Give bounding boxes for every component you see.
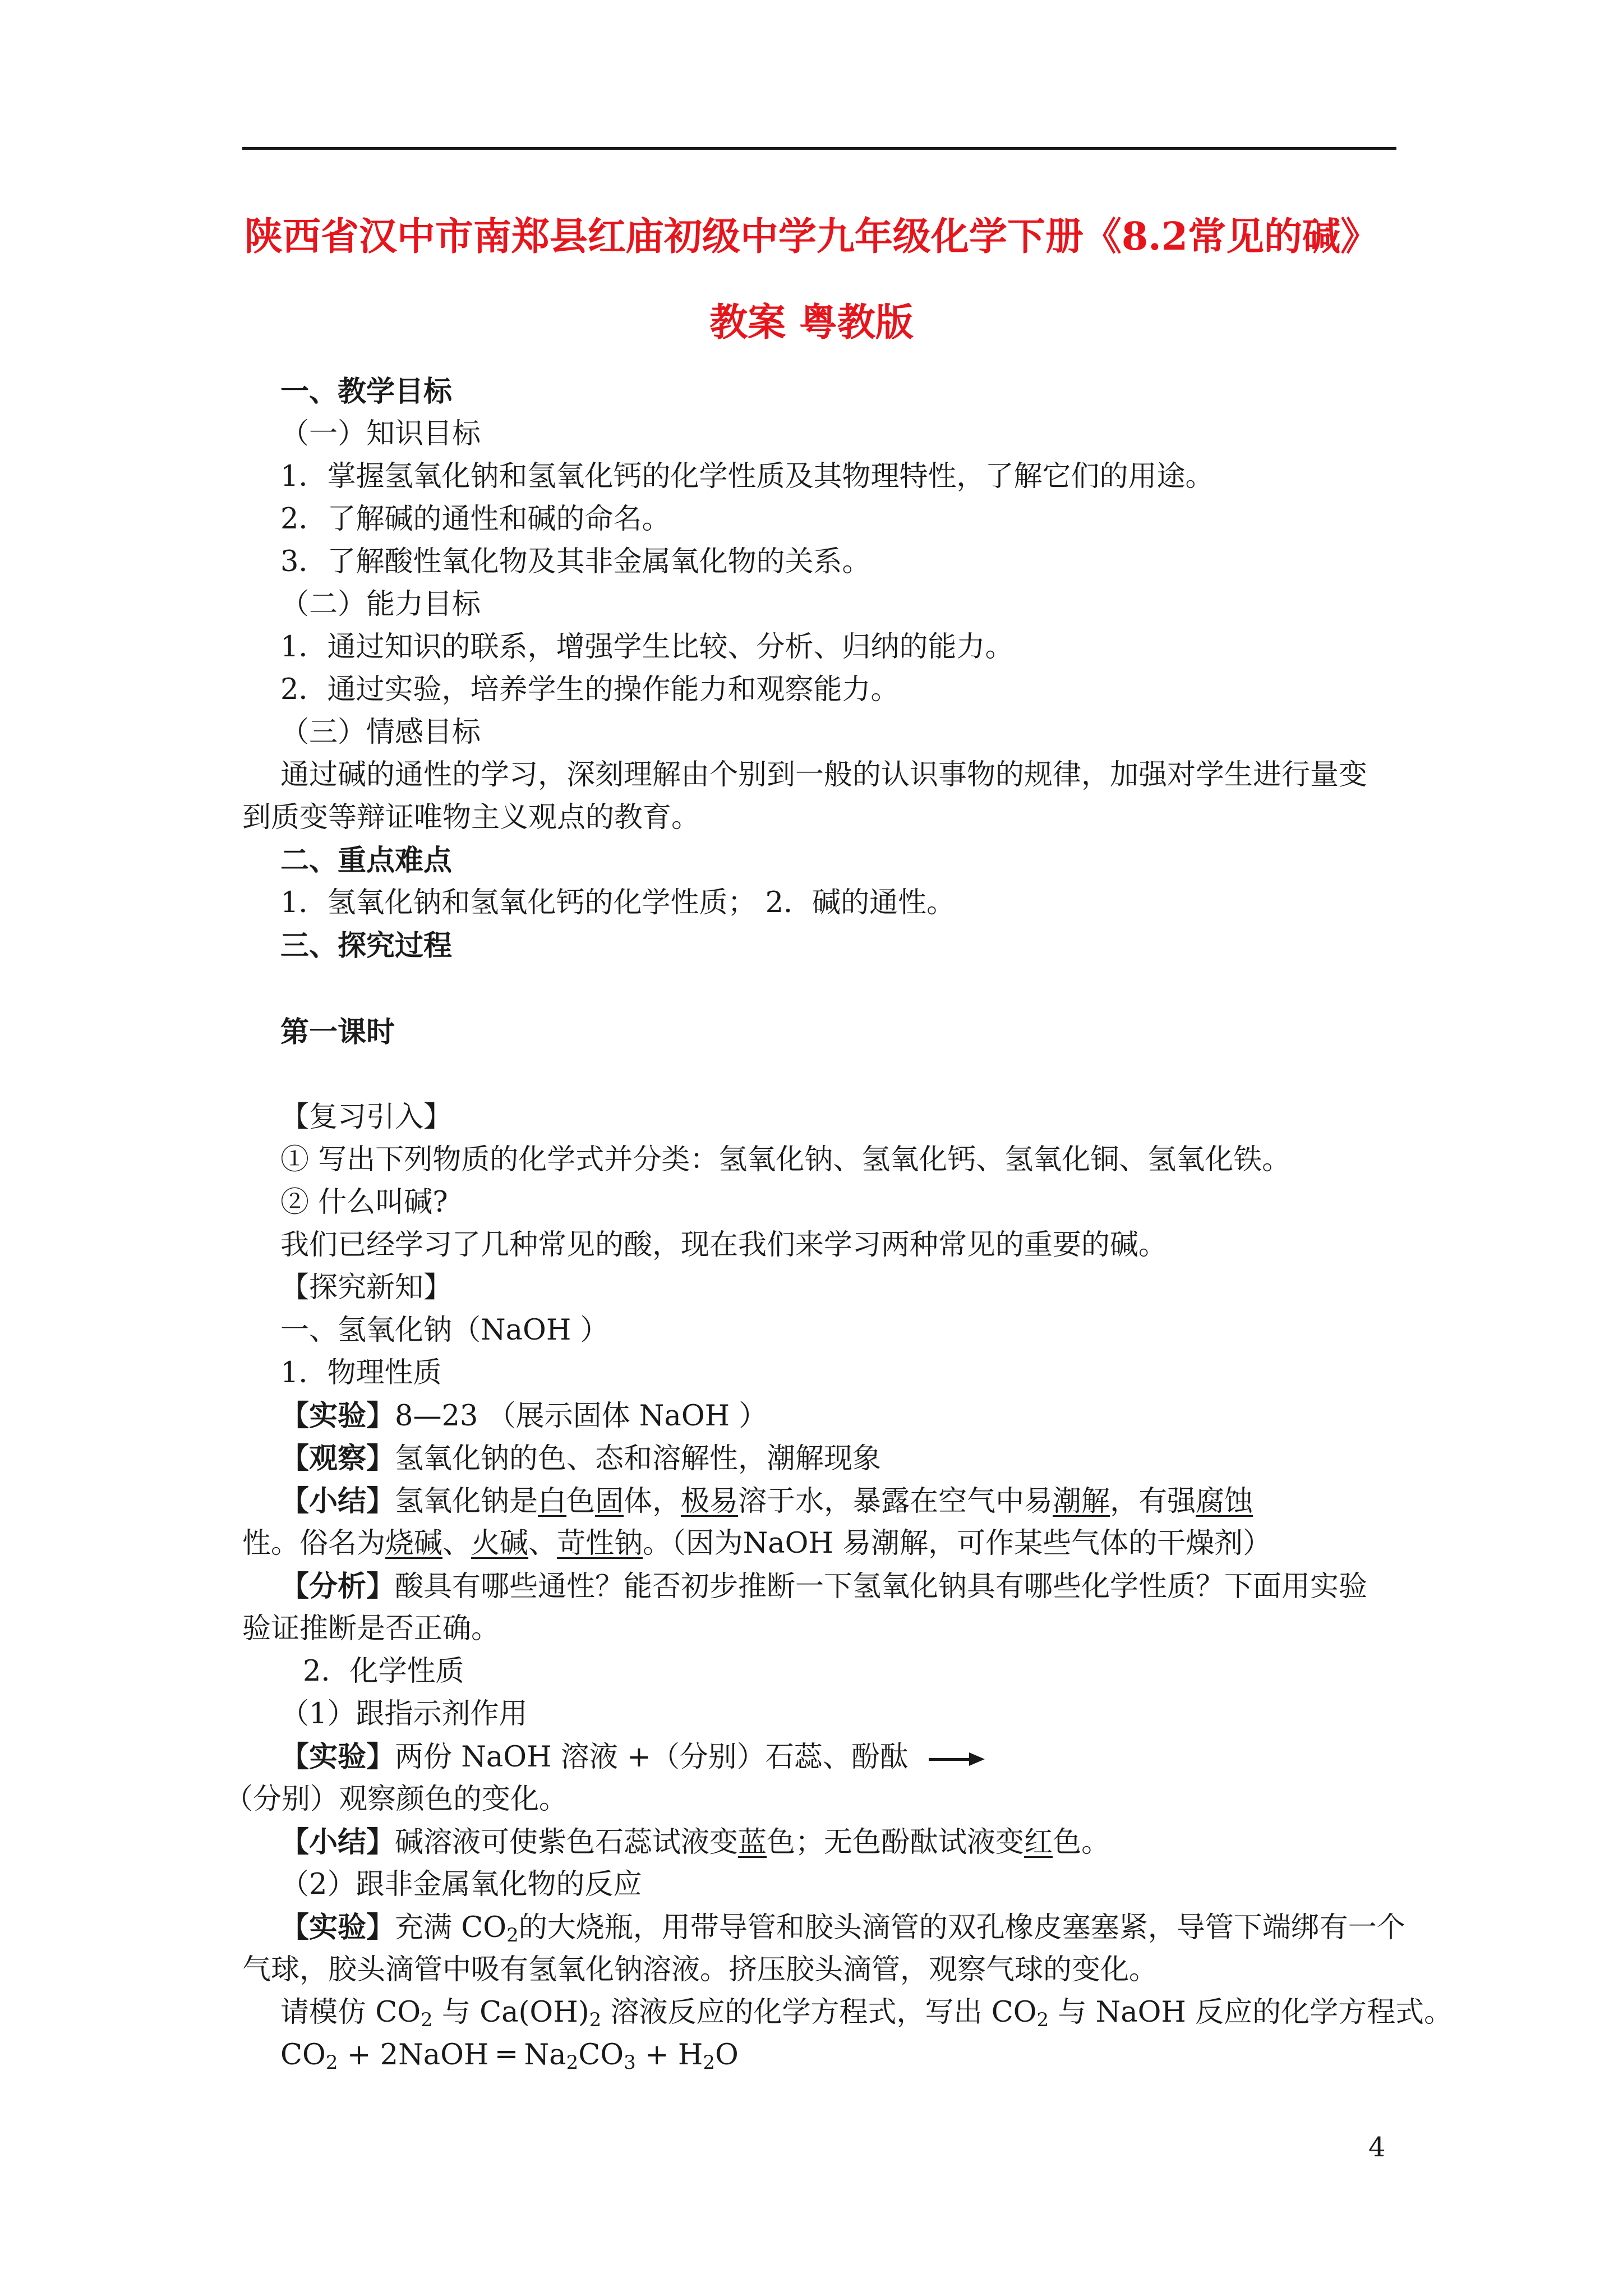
summary-1-line2: [242, 1526, 1271, 1562]
blank-answer: 潮解: [1053, 1485, 1110, 1518]
experiment-3-text: 的大烧瓶，用带导管和胶头滴管的双孔橡皮塞塞紧，导管下端绑有一个: [518, 1911, 1405, 1944]
summary-text: 体，: [624, 1485, 681, 1518]
prompt-text: 与 NaOH 反应的化学方程式。: [1049, 1996, 1453, 2029]
equation-text: CO: [578, 2039, 624, 2072]
equation-text: + H: [635, 2039, 703, 2072]
review-intro: 我们已经学习了几种常见的酸，现在我们来学习两种常见的重要的碱。: [280, 1228, 1168, 1262]
physical-properties-heading: 1．物理性质: [280, 1356, 442, 1389]
blank-answer: 蓝: [738, 1826, 767, 1859]
blank-answer: 白: [538, 1485, 567, 1518]
subscript: 2: [325, 2051, 338, 2074]
summary-text: 溶于水，暴露在空气中易: [738, 1485, 1053, 1518]
page-number: 4: [1368, 2132, 1386, 2163]
chemical-equation: [280, 2037, 739, 2081]
analysis-text: 酸具有哪些通性？能否初步推断一下氢氧化钠具有哪些化学性质？下面用实验: [395, 1570, 1368, 1603]
summary-tag: 【小结】: [280, 1825, 395, 1859]
knowledge-item-3: 3．了解酸性氧化物及其非金属氧化物的关系。: [280, 545, 871, 578]
prompt-text: 请模仿 CO: [280, 1996, 421, 2029]
indicator-heading: （1）跟指示剂作用: [280, 1697, 528, 1731]
summary-text: 性。俗名为: [242, 1527, 386, 1560]
experiment-3-text: 充满 CO: [395, 1911, 507, 1944]
subscript: 2: [703, 2051, 715, 2074]
subheading-ability: （二）能力目标: [280, 588, 481, 621]
subscript: 3: [624, 2051, 636, 2074]
analysis-line1: [280, 1568, 1367, 1605]
experiment-tag: 【实验】: [280, 1911, 395, 1944]
summary-text: 。（因为NaOH 易潮解，可作某些气体的干燥剂）: [643, 1527, 1272, 1560]
experiment-2-text: 两份 NaOH 溶液 +（分别）石蕊、酚酞: [395, 1741, 909, 1774]
experiment-3-line1: [280, 1910, 1405, 1953]
explore-tag: 【探究新知】: [280, 1271, 453, 1304]
emotion-paragraph-line1: 通过碱的通性的学习，深刻理解由个别到一般的认识事物的规律，加强对学生进行量变: [280, 758, 1368, 792]
review-tag: 【复习引入】: [280, 1101, 453, 1134]
prompt-text: 与 Ca(OH): [432, 1996, 589, 2029]
blank-answer: 固: [595, 1485, 624, 1518]
observation-tag: 【观察】: [280, 1442, 395, 1475]
blank-answer: 苛性钠: [557, 1527, 643, 1560]
experiment-1: [280, 1398, 767, 1434]
review-question-1: ① 写出下列物质的化学式并分类：氢氧化钠、氢氧化钙、氢氧化铜、氢氧化铁。: [280, 1143, 1291, 1176]
observation-text: 氢氧化钠的色、态和溶解性，潮解现象: [395, 1442, 882, 1475]
blank-answer: 烧碱: [385, 1527, 443, 1560]
subscript: 2: [506, 1924, 519, 1947]
equation-text: + 2NaOH ═ Na: [338, 2039, 566, 2072]
section-heading-process: 三、探究过程: [280, 929, 453, 963]
naoh-heading: 一、氢氧化钠（NaOH ）: [280, 1314, 609, 1347]
blank-answer: 红: [1024, 1826, 1053, 1859]
subscript: 2: [589, 2009, 602, 2031]
experiment-tag: 【实验】: [280, 1399, 395, 1433]
experiment-2-line2: （分别）观察颜色的变化。: [224, 1783, 568, 1816]
summary-text: 色: [566, 1485, 596, 1518]
knowledge-item-2: 2．了解碱的通性和碱的命名。: [280, 503, 671, 536]
subscript: 2: [421, 2009, 433, 2031]
ability-item-1: 1．通过知识的联系，增强学生比较、分析、归纳的能力。: [280, 631, 1014, 664]
blank-answer: 火碱: [471, 1527, 529, 1560]
analysis-tag: 【分析】: [280, 1570, 395, 1603]
observation: [280, 1441, 881, 1477]
subheading-knowledge: （一）知识目标: [280, 417, 481, 450]
review-question-2: ② 什么叫碱?: [280, 1186, 448, 1219]
experiment-2: [280, 1739, 985, 1775]
experiment-3-line2: 气球，胶头滴管中吸有氢氧化钠溶液。挤压胶头滴管，观察气球的变化。: [242, 1953, 1158, 1986]
summary-1-line1: [280, 1483, 1253, 1520]
section-heading-objectives: 一、教学目标: [280, 375, 453, 408]
equation-prompt: [280, 1995, 1453, 2038]
equation-text: O: [714, 2039, 739, 2072]
analysis-line2: 验证推断是否正确。: [242, 1612, 500, 1645]
keypoints-text: 1．氢氧化钠和氢氧化钙的化学性质； 2．碱的通性。: [280, 886, 956, 919]
document-title-line2: 教案 粤教版: [709, 300, 914, 345]
summary-text: 氢氧化钠是: [395, 1485, 538, 1518]
knowledge-item-1: 1．掌握氢氧化钠和氢氧化钙的化学性质及其物理特性，了解它们的用途。: [280, 460, 1214, 493]
equation-text: CO: [280, 2039, 326, 2072]
summary-text: 碱溶液可使紫色石蕊试液变: [395, 1826, 739, 1859]
header-rule: [242, 147, 1396, 150]
summary-tag: 【小结】: [280, 1484, 395, 1518]
emotion-paragraph-line2: 到质变等辩证唯物主义观点的教育。: [242, 801, 700, 834]
summary-text: 、: [528, 1527, 557, 1560]
summary-text: 色；无色酚酞试液变: [767, 1826, 1025, 1859]
blank-answer: 极易: [681, 1485, 739, 1518]
arrow-icon: [929, 1752, 985, 1766]
lesson-heading: 第一课时: [280, 1015, 395, 1049]
summary-text: 色。: [1053, 1826, 1110, 1859]
subscript: 2: [1036, 2009, 1049, 2031]
subscript: 2: [566, 2051, 579, 2074]
document-title-line1: 陕西省汉中市南郑县红庙初级中学九年级化学下册《8.2常见的碱》: [244, 214, 1379, 259]
subheading-emotion: （三）情感目标: [280, 716, 481, 749]
ability-item-2: 2．通过实验，培养学生的操作能力和观察能力。: [280, 673, 900, 706]
prompt-text: 溶液反应的化学方程式，写出 CO: [601, 1996, 1037, 2029]
experiment-tag: 【实验】: [280, 1740, 395, 1774]
blank-answer: 腐蚀: [1196, 1485, 1253, 1518]
summary-text: 、: [442, 1527, 472, 1560]
experiment-1-text: 8—23 （展示固体 NaOH ）: [395, 1400, 768, 1433]
nonmetal-oxide-heading: （2）跟非金属氧化物的反应: [280, 1868, 642, 1901]
section-heading-keypoints: 二、重点难点: [280, 844, 453, 877]
chemical-properties-heading: 2．化学性质: [303, 1655, 464, 1688]
summary-3: [280, 1824, 1110, 1861]
summary-text: ，有强: [1110, 1485, 1196, 1518]
